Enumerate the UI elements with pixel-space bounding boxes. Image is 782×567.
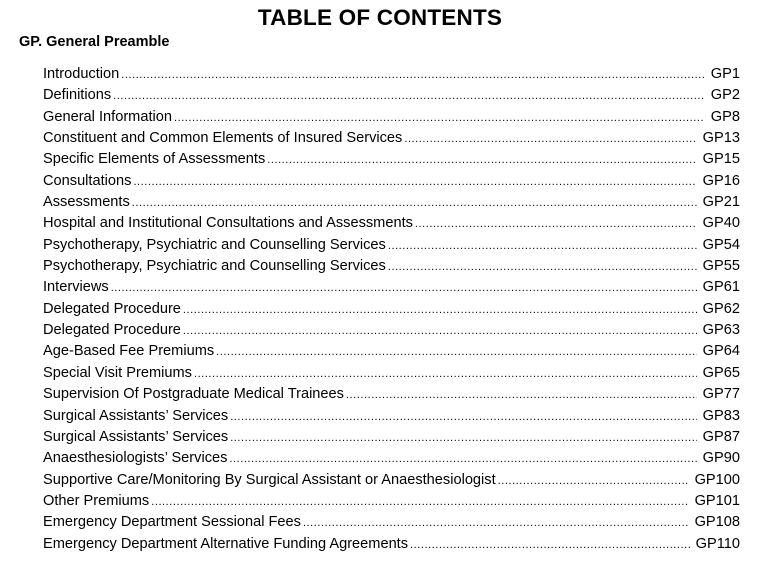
page-title: TABLE OF CONTENTS: [257, 5, 503, 30]
toc-entry-page-number[interactable]: GP61: [702, 279, 740, 296]
dot-leader: [121, 65, 705, 86]
toc-entry[interactable]: [43, 384, 740, 405]
toc-entry-page-number[interactable]: GP1: [710, 66, 740, 82]
section-heading: GP. General Preamble: [19, 34, 170, 50]
toc-entry[interactable]: [43, 256, 740, 277]
toc-entry-title[interactable]: Psychotherapy, Psychiatric and Counselling Services: [43, 236, 386, 253]
toc-entry-title[interactable]: Specific Elements of Assessments: [43, 151, 266, 168]
toc-entry-page-number[interactable]: GP87: [702, 428, 740, 445]
toc-entry-title[interactable]: Hospital and Institutional Consultations and Assessments: [43, 215, 413, 232]
toc-entry[interactable]: [43, 470, 740, 491]
toc-entry-title[interactable]: Emergency Department Sessional Fees: [43, 514, 301, 531]
toc-entry[interactable]: [43, 107, 740, 128]
dot-leader: [229, 449, 696, 470]
toc-entry-title[interactable]: Special Visit Premiums: [43, 364, 192, 381]
dot-leader: [113, 86, 705, 107]
toc-entry-title[interactable]: Delegated Procedure: [43, 300, 181, 317]
toc-entry-title[interactable]: Psychotherapy, Psychiatric and Counselling Services: [43, 258, 386, 275]
toc-entry-title[interactable]: Assessments: [43, 194, 130, 211]
toc-entry-title[interactable]: General Information: [43, 108, 172, 125]
dot-leader: [415, 214, 697, 235]
toc-list: [43, 64, 740, 555]
toc-entry[interactable]: [43, 512, 740, 533]
toc-entry-page-number[interactable]: GP77: [702, 386, 740, 403]
dot-leader: [404, 129, 696, 150]
toc-entry-page-number[interactable]: GP16: [702, 172, 740, 189]
toc-entry-title[interactable]: Supervision Of Postgraduate Medical Trainees: [43, 386, 344, 403]
dot-leader: [230, 428, 696, 449]
dot-leader: [346, 385, 697, 406]
toc-entry[interactable]: [43, 299, 740, 320]
toc-entry-page-number[interactable]: GP62: [702, 300, 740, 317]
toc-entry[interactable]: [43, 448, 740, 469]
toc-entry-title[interactable]: Supportive Care/Monitoring By Surgical Assistant or Anaesthesiologist: [43, 471, 496, 488]
dot-leader: [151, 492, 688, 513]
toc-entry-page-number[interactable]: GP90: [702, 450, 740, 467]
toc-entry-page-number[interactable]: GP55: [702, 258, 740, 275]
toc-entry-title[interactable]: Surgical Assistants’ Services: [43, 407, 229, 424]
toc-entry-title[interactable]: Consultations: [43, 172, 132, 189]
toc-entry-page-number[interactable]: GP64: [702, 343, 740, 360]
toc-entry-title[interactable]: Age-Based Fee Premiums: [43, 343, 215, 360]
toc-entry-page-number[interactable]: GP21: [702, 194, 740, 211]
toc-entry[interactable]: [43, 85, 740, 106]
dot-leader: [267, 150, 696, 171]
toc-entry-title[interactable]: Other Premiums: [43, 492, 150, 509]
toc-entry-title[interactable]: Anaesthesiologists’ Services: [43, 450, 228, 467]
dot-leader: [111, 278, 697, 299]
toc-entry[interactable]: [43, 149, 740, 170]
dot-leader: [183, 300, 697, 321]
toc-entry[interactable]: [43, 427, 740, 448]
toc-entry[interactable]: [43, 320, 740, 341]
toc-entry-title[interactable]: Interviews: [43, 279, 109, 296]
dot-leader: [216, 342, 697, 363]
dot-leader: [388, 236, 697, 257]
toc-entry-page-number[interactable]: GP110: [695, 535, 740, 552]
dot-leader: [174, 108, 705, 129]
toc-entry-page-number[interactable]: GP54: [702, 236, 740, 253]
toc-entry-title[interactable]: Definitions: [43, 87, 112, 104]
toc-entry[interactable]: [43, 64, 740, 85]
toc-entry-page-number[interactable]: GP8: [710, 108, 740, 125]
toc-entry[interactable]: [43, 491, 740, 512]
dot-leader: [498, 471, 689, 492]
toc-entry[interactable]: [43, 213, 740, 234]
toc-entry-page-number[interactable]: GP108: [694, 514, 740, 531]
toc-entry-title[interactable]: Emergency Department Alternative Funding Agreements: [43, 535, 409, 552]
toc-entry[interactable]: [43, 363, 740, 384]
dot-leader: [410, 535, 690, 556]
toc-entry-title[interactable]: Introduction: [43, 66, 120, 82]
toc-entry-page-number[interactable]: GP2: [710, 87, 740, 104]
dot-leader: [230, 407, 696, 428]
toc-entry-page-number[interactable]: GP40: [702, 215, 740, 232]
toc-entry-title[interactable]: Constituent and Common Elements of Insured Services: [43, 130, 403, 147]
dot-leader: [194, 364, 697, 385]
toc-entry[interactable]: [43, 277, 740, 298]
toc-entry-title[interactable]: Delegated Procedure: [43, 322, 181, 339]
toc-entry[interactable]: [43, 534, 740, 555]
toc-entry-page-number[interactable]: GP13: [702, 130, 740, 147]
dot-leader: [183, 321, 697, 342]
dot-leader: [388, 257, 697, 278]
toc-entry[interactable]: [43, 235, 740, 256]
dot-leader: [132, 193, 697, 214]
toc-entry-page-number[interactable]: GP65: [702, 364, 740, 381]
toc-entry-page-number[interactable]: GP63: [702, 322, 740, 339]
dot-leader: [133, 172, 696, 193]
toc-entry-title[interactable]: Surgical Assistants’ Services: [43, 428, 229, 445]
toc-entry[interactable]: [43, 192, 740, 213]
toc-entry[interactable]: [43, 406, 740, 427]
toc-entry[interactable]: [43, 128, 740, 149]
toc-entry-page-number[interactable]: GP83: [702, 407, 740, 424]
toc-entry-page-number[interactable]: GP100: [694, 471, 740, 488]
toc-entry-page-number[interactable]: GP101: [694, 492, 740, 509]
toc-entry-page-number[interactable]: GP15: [702, 151, 740, 168]
dot-leader: [303, 513, 689, 534]
toc-entry[interactable]: [43, 341, 740, 362]
toc-entry[interactable]: [43, 171, 740, 192]
